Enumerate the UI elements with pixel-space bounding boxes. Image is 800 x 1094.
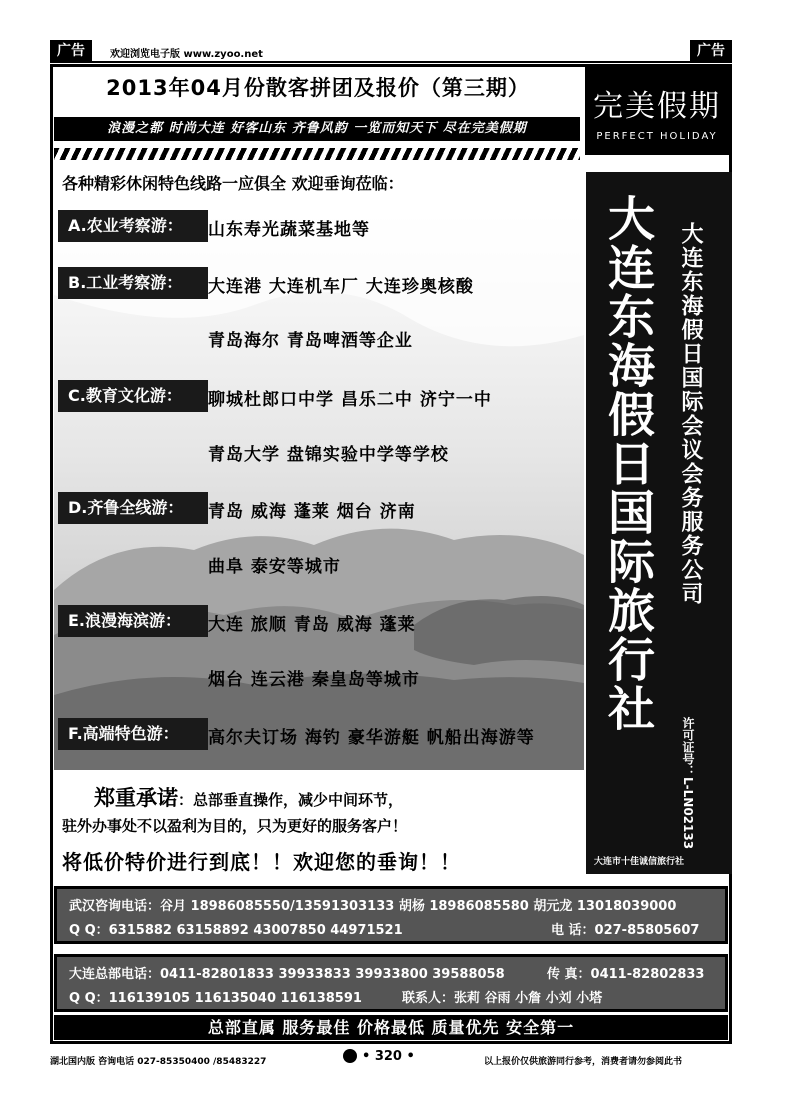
wuhan-qq-label: Q Q：	[69, 923, 109, 938]
dalian-phone-value: 0411-82801833 39933833 39933800 39588058	[160, 967, 505, 982]
route-e-line-1: 大连 旅顺 青岛 威海 蓬莱	[208, 615, 416, 635]
page-title: 2013年04月份散客拼团及报价（第三期）	[106, 76, 530, 100]
site-text: 欢迎浏览电子版 www.zyoo.net	[110, 49, 263, 60]
banner-company-name: 大连东海假日国际旅行社	[600, 194, 655, 733]
route-b-line-1: 大连港 大连机车厂 大连珍奥核酸	[208, 277, 474, 297]
wuhan-phone-label: 武汉咨询电话：	[69, 899, 161, 914]
route-d-line-1: 青岛 威海 蓬莱 烟台 济南	[208, 502, 416, 522]
route-e-line-2: 烟台 连云港 秦皇岛等城市	[208, 670, 420, 690]
route-b-line-2: 青岛海尔 青岛啤酒等企业	[208, 331, 413, 351]
wuhan-phone-line	[69, 895, 676, 914]
banner-license: 许可证号：L-LN02133	[681, 717, 695, 850]
wuhan-contact-box	[54, 886, 728, 944]
dalian-qq-label: Q Q：	[69, 991, 109, 1006]
route-label-d: D.齐鲁全线游：	[58, 492, 208, 524]
promise-line-1: ：总部垂直操作，减少中间环节，	[178, 791, 404, 809]
dalian-phone-line	[69, 963, 505, 982]
dalian-qq-line	[69, 987, 362, 1006]
dalian-fax-value: 0411-82802833	[590, 967, 705, 982]
ad-tag-left: 广告	[50, 40, 92, 62]
ad-tag-right: 广告	[690, 40, 732, 62]
route-label-e: E.浪漫海滨游：	[58, 605, 208, 637]
dalian-contact-line	[402, 987, 602, 1006]
route-c-line-2: 青岛大学 盘锦实验中学等学校	[208, 445, 449, 465]
promise-first-line	[94, 782, 403, 812]
route-d-line-2: 曲阜 泰安等城市	[208, 557, 341, 577]
slogan-bar: 浪漫之都 时尚大连 好客山东 齐鲁风韵 一览而知天下 尽在完美假期	[54, 117, 580, 141]
wuhan-tel-line	[551, 919, 699, 938]
logo-cn: 完美假期	[593, 89, 721, 124]
footer-slogan-bar: 总部直属 服务最佳 价格最低 质量优先 安全第一	[54, 1015, 728, 1040]
wuhan-tel-label: 电 话：	[551, 923, 595, 938]
bottom-left-text: 湖北国内版 咨询电话 027-85350400 /85483227	[50, 1057, 267, 1067]
route-label-a: A.农业考察游：	[58, 210, 208, 242]
dalian-contact-box	[54, 954, 728, 1012]
dalian-fax-line	[547, 963, 704, 982]
dalian-qq-value: 116139105 116135040 116138591	[108, 991, 362, 1006]
dalian-contact-label: 联系人：	[402, 991, 455, 1006]
intro-text: 各种精彩休闲特色线路一应俱全 欢迎垂询莅临：	[62, 174, 404, 193]
promise-line-3: 将低价特价进行到底！！欢迎您的垂询！！	[62, 850, 461, 874]
route-f-line-1: 高尔夫订场 海钓 豪华游艇 帆船出海游等	[208, 728, 535, 748]
hatch-divider	[54, 148, 580, 160]
dalian-fax-label: 传 真：	[547, 967, 591, 982]
page-emblem-icon	[343, 1049, 357, 1063]
company-banner	[586, 172, 732, 874]
page-number: • 320 •	[362, 1049, 415, 1064]
wuhan-qq-value: 6315882 63158892 43007850 44971521	[108, 923, 403, 938]
dalian-phone-label: 大连总部电话：	[69, 967, 161, 982]
logo-en: PERFECT HOLIDAY	[596, 131, 718, 142]
route-a-line-1: 山东寿光蔬菜基地等	[208, 220, 370, 240]
route-label-b: B.工业考察游：	[58, 267, 208, 299]
logo	[585, 67, 729, 155]
banner-company-subname: 大连东海假日国际会议会务服务公司	[678, 222, 704, 606]
dalian-contact-value: 张莉 谷雨 小詹 小刘 小塔	[454, 991, 603, 1006]
wuhan-qq-line	[69, 919, 403, 938]
wuhan-tel-value: 027-85805607	[594, 923, 700, 938]
wuhan-phone-value: 谷月 18986085550/13591303133 胡杨 18986085580 胡元龙 13018039000	[160, 899, 677, 914]
promise-line-2: 驻外办事处不以盈利为目的，只为更好的服务客户！	[62, 817, 408, 835]
route-c-line-1: 聊城杜郎口中学 昌乐二中 济宁一中	[208, 390, 492, 410]
header-rule	[50, 61, 732, 63]
bottom-right-text: 以上报价仅供旅游同行参考，消费者请勿参阅此书	[484, 1057, 683, 1067]
banner-footer: 大连市十佳诚信旅行社	[594, 857, 685, 867]
route-label-c: C.教育文化游：	[58, 380, 208, 412]
route-label-f: F.高端特色游：	[58, 718, 208, 750]
promise-heading: 郑重承诺	[94, 786, 178, 810]
